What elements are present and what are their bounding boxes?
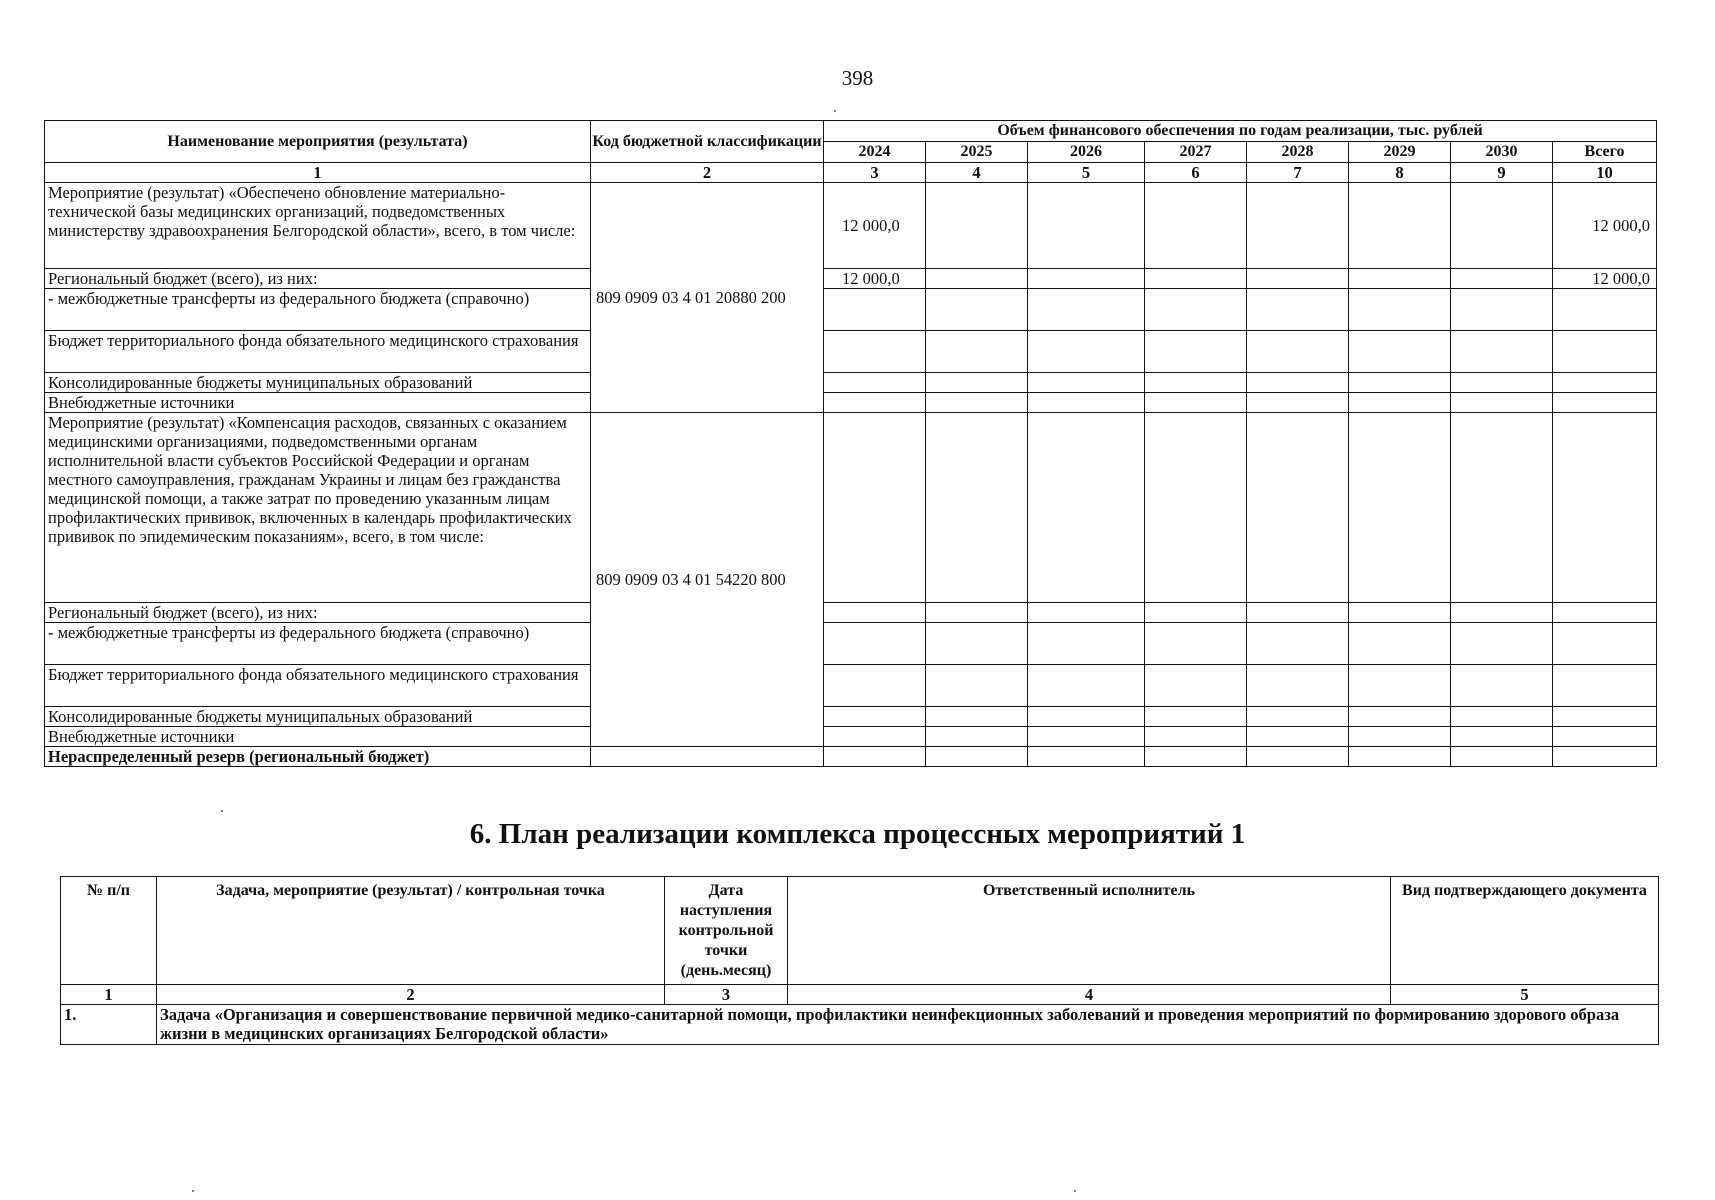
- column-number: 2: [157, 985, 665, 1005]
- plan-table: [60, 876, 1659, 1045]
- row-label: - межбюджетные трансферты из федерального бюджета (справочно): [45, 289, 591, 331]
- header-code: Код бюджетной классификации: [591, 121, 824, 163]
- value-total: 12 000,0: [1553, 269, 1657, 289]
- header-year: 2030: [1451, 142, 1553, 163]
- row-label: - межбюджетные трансферты из федерального бюджета (справочно): [45, 623, 591, 665]
- budget-code: 809 0909 03 4 01 20880 200: [591, 183, 824, 413]
- header-year: 2028: [1247, 142, 1349, 163]
- task-text: Задача «Организация и совершенствование первичной медико-санитарной помощи, профилактики неинфекционных заболеваний и проведения мероприятий по формированию здорового образа жизни в медицинских организациях Белгородской области»: [157, 1005, 1659, 1045]
- header-volume: Объем финансового обеспечения по годам реализации, тыс. рублей: [824, 121, 1657, 142]
- header-date: Дата наступления контрольной точки (день.месяц): [665, 877, 788, 985]
- column-number: 1: [61, 985, 157, 1005]
- scan-speck: [192, 1190, 194, 1192]
- section-title: 6. План реализации комплекса процессных мероприятий 1: [469, 818, 1246, 850]
- column-number: 7: [1247, 163, 1349, 183]
- header-total: Всего: [1553, 142, 1657, 163]
- header-year: 2027: [1145, 142, 1247, 163]
- column-number: 4: [788, 985, 1391, 1005]
- header-responsible: Ответственный исполнитель: [788, 877, 1391, 985]
- column-number: 3: [665, 985, 788, 1005]
- finance-table: [44, 120, 1657, 767]
- scan-speck: [834, 110, 836, 112]
- column-number: 5: [1391, 985, 1659, 1005]
- table-row: [45, 747, 1657, 767]
- table-row: [45, 707, 1657, 727]
- table-row: [61, 1005, 1659, 1045]
- row-label: Консолидированные бюджеты муниципальных образований: [45, 707, 591, 727]
- column-number: 10: [1553, 163, 1657, 183]
- table-row: [45, 289, 1657, 331]
- table-row: [45, 665, 1657, 707]
- table-row: [45, 183, 1657, 269]
- column-numbers-row: [45, 163, 1657, 183]
- budget-code: 809 0909 03 4 01 54220 800: [591, 413, 824, 747]
- header-name: Наименование мероприятия (результата): [45, 121, 591, 163]
- header-year: 2025: [926, 142, 1028, 163]
- column-number: 9: [1451, 163, 1553, 183]
- column-number: 4: [926, 163, 1028, 183]
- value-2024: 12 000,0: [824, 269, 926, 289]
- row-label: Региональный бюджет (всего), из них:: [45, 269, 591, 289]
- header-number: № п/п: [61, 877, 157, 985]
- table-row: [45, 331, 1657, 373]
- header-year: 2024: [824, 142, 926, 163]
- scan-speck: [1074, 1190, 1076, 1192]
- table-row: [45, 393, 1657, 413]
- scan-speck: [221, 810, 223, 812]
- table-row: [45, 373, 1657, 393]
- row-label: Внебюджетные источники: [45, 727, 591, 747]
- page-number: 398: [841, 66, 874, 90]
- header-task: Задача, мероприятие (результат) / контрольная точка: [157, 877, 665, 985]
- activity-name: Мероприятие (результат) «Обеспечено обновление материально-технической базы медицинских организаций, подведомственных министерству здравоохранения Белгородской области», всего, в том числе:: [45, 183, 591, 269]
- column-number: 1: [45, 163, 591, 183]
- column-number: 2: [591, 163, 824, 183]
- header-year: 2026: [1028, 142, 1145, 163]
- header-year: 2029: [1349, 142, 1451, 163]
- table-row: [45, 727, 1657, 747]
- column-number: 5: [1028, 163, 1145, 183]
- header-document-type: Вид подтверждающего документа: [1391, 877, 1659, 985]
- row-label: Бюджет территориального фонда обязательного медицинского страхования: [45, 331, 591, 373]
- value-total: 12 000,0: [1553, 183, 1657, 269]
- column-numbers-row: [61, 985, 1659, 1005]
- table-row: [45, 603, 1657, 623]
- column-number: 3: [824, 163, 926, 183]
- column-number: 8: [1349, 163, 1451, 183]
- row-label: Региональный бюджет (всего), из них:: [45, 603, 591, 623]
- table-row: [45, 413, 1657, 603]
- table-row: [45, 623, 1657, 665]
- activity-name: Мероприятие (результат) «Компенсация расходов, связанных с оказанием медицинскими организациями, подведомственными органам исполнительной власти субъектов Российской Федерации и органам местного самоуправления, гражданам Украины и лицам без гражданства медицинской помощи, а также затрат по проведению указанным лицам профилактических прививок, включенных в календарь профилактических прививок по эпидемическим показаниям», всего, в том числе:: [45, 413, 591, 603]
- task-number: 1.: [61, 1005, 157, 1045]
- reserve-row-label: Нераспределенный резерв (региональный бюджет): [45, 747, 591, 767]
- table-row: [45, 269, 1657, 289]
- row-label: Консолидированные бюджеты муниципальных образований: [45, 373, 591, 393]
- column-number: 6: [1145, 163, 1247, 183]
- row-label: Бюджет территориального фонда обязательного медицинского страхования: [45, 665, 591, 707]
- row-label: Внебюджетные источники: [45, 393, 591, 413]
- value-2024: 12 000,0: [824, 183, 926, 269]
